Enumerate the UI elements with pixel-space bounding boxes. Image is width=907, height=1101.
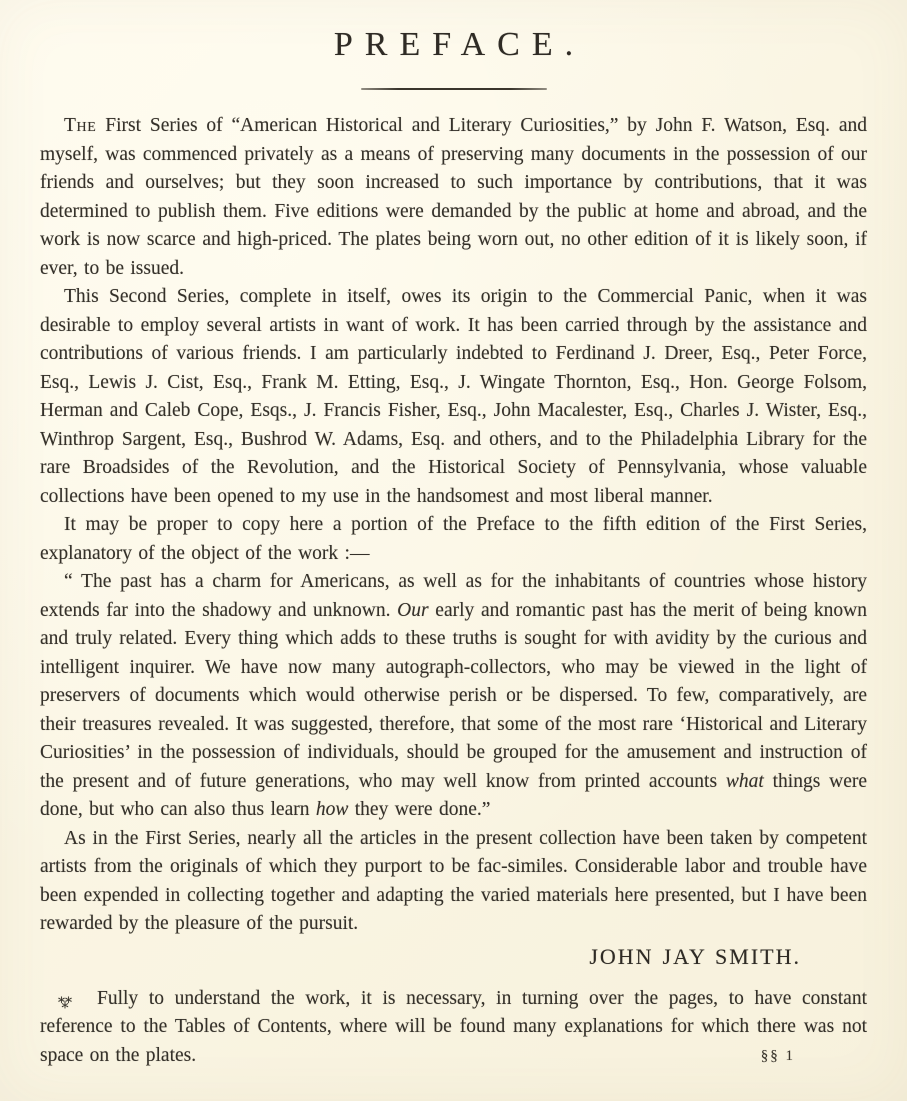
title-rule	[361, 88, 547, 90]
preface-body	[40, 112, 867, 1070]
text-segment: Our	[397, 599, 429, 621]
page-title: PREFACE.	[333, 26, 586, 63]
text-segment: The	[64, 115, 97, 136]
author-signature: JOHN JAY SMITH.	[589, 943, 801, 969]
text-segment: It may be proper to copy here a portion of the Preface to the fifth edition of the First Series, explanatory of the object of the work :—	[40, 514, 867, 564]
text-segment: things were done, but who can also thus learn	[40, 770, 868, 820]
text-segment: what	[725, 770, 764, 792]
asterism-icon: ⁂	[58, 992, 72, 1008]
paragraph	[40, 568, 867, 825]
paragraph	[40, 112, 867, 283]
text-segment: This Second Series, complete in itself, owes its origin to the Commercial Panic, when it was desirable to employ several artists in want of work. It has been carried through by the assistance and contributions of various friends. I am particularly indebted to Ferdinand J. Dreer, Esq., Peter Force, Esq., Lewis J. Cist, Esq., Frank M. Etting, Esq., J. Wingate Thornton, Esq., Hon. George Folsom, Herman and Caleb Cope, Esqs., J. Francis Fisher, Esq., John Macalester, Esq., Charles J. Wister, Esq., Winthrop Sargent, Esq., Bushrod W. Adams, Esq. and others, and to the Philadelphia Library for the rare Broadsides of the Revolution, and the Historical Society of Pennsylvania, whose valuable collections have been opened to my use in the handsomest and most liberal manner.	[40, 286, 867, 507]
text-segment: early and romantic past has the merit of being known and truly related. Every thing which adds to these truths is sought for with avidity by the curious and intelligent inquirer. We have now many autograph-collectors, who may be viewed in the light of preservers of documents which would otherwise perish or be dispersed. To few, comparatively, are their treasures revealed. It was suggested, therefore, that some of the most rare ‘Historical and Literary Curiosities’ in the possession of individuals, should be grouped for the amusement and instruction of the present and of future generations, who may well know from printed accounts	[40, 599, 867, 792]
footnote-text	[40, 988, 867, 1066]
text-segment: how	[315, 799, 349, 820]
paragraph	[40, 511, 867, 568]
text-segment: “ The past has a charm for Americans, as well as for the inhabitants of countries whose history extends far into the shadowy and unknown.	[40, 571, 867, 621]
text-segment: First Series of “American Historical and Literary Curiosities,” by John F. Watson, Esq. and myself, was commenced privately as a means of preserving many documents in the possession of our friends and ourselves; but they soon increased to such importance by contributions, that it was determined to publish them. Five editions were demanded by the public at home and abroad, and the work is now scarce and high-priced. The plates being worn out, no other edition of it is likely soon, if ever, to be issued.	[40, 115, 867, 279]
signature-mark: §§ 1	[760, 1048, 795, 1064]
paragraph	[40, 825, 867, 939]
footnote	[40, 985, 867, 1071]
text-segment: As in the First Series, nearly all the articles in the present collection have been taken by competent artists from the originals of which they purport to be fac-similes. Considerable labor and trouble have been expended in collecting together and adapting the varied materials here presented, but I have been rewarded by the pleasure of the pursuit.	[40, 827, 867, 934]
paragraph	[40, 283, 867, 511]
text-segment: they were done.”	[348, 799, 491, 820]
paragraphs	[40, 112, 867, 939]
text-segment: Fully to understand the work, it is necessary, in turning over the pages, to have constant reference to the Tables of Contents, where will be found many explanations for which there was not space on the plates.	[40, 987, 867, 1066]
